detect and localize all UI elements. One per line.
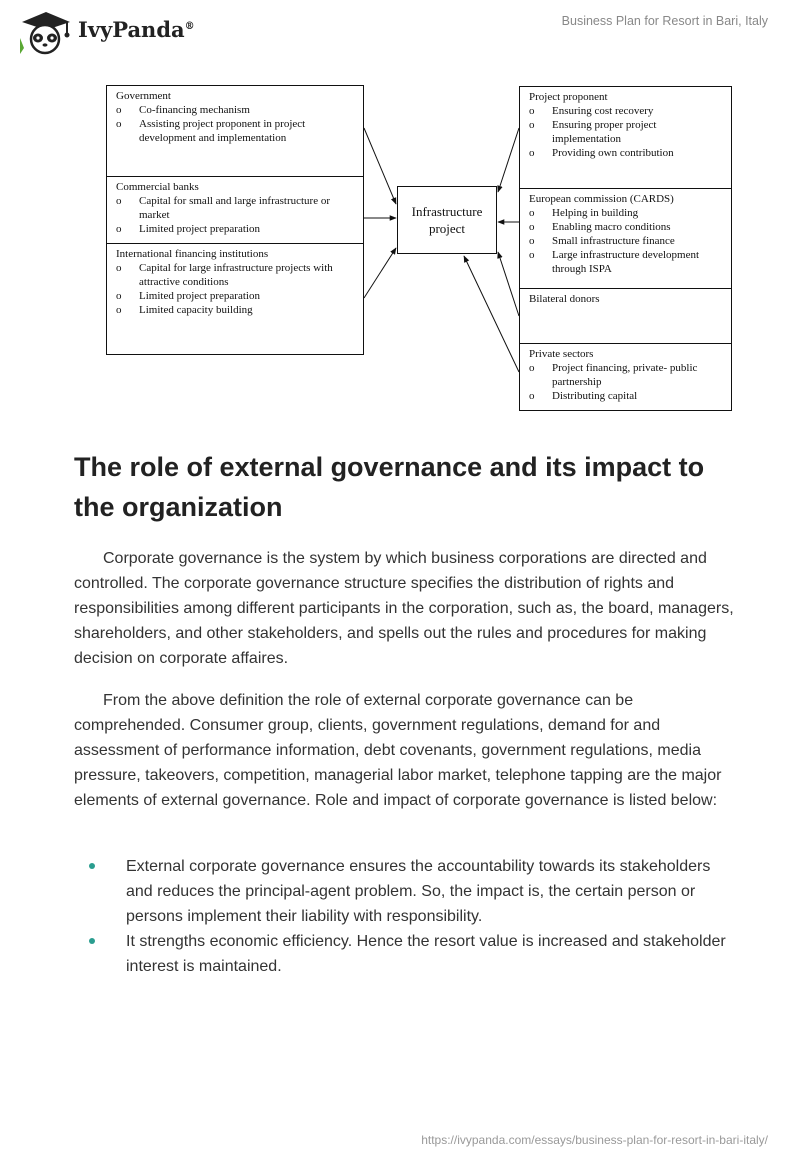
list-item: o Helping in building	[529, 206, 722, 220]
commercial-banks-section	[107, 176, 363, 243]
financing-diagram	[0, 80, 800, 420]
arrow-government	[364, 128, 396, 204]
list-item: o Ensuring cost recovery	[529, 104, 722, 118]
arrow-intl-institutions	[364, 248, 396, 298]
european-commission-title: European commission (CARDS)	[529, 193, 674, 205]
paragraph-2: From the above definition the role of external corporate governance can be comprehended. Consumer group, clients, government regulations, demand for and assessment of performance information, debt covenants, government regulations, media pressure, takeovers, competition, managerial labor market, telephone tapping are the major elements of external governance. Role and impact of corporate governance is listed below:	[74, 692, 722, 809]
private-sectors-section	[520, 343, 731, 411]
list-item: o Co-financing mechanism	[116, 103, 354, 117]
bullet-text: It strengths economic efficiency. Hence the resort value is increased and stakeholder interest is maintained.	[126, 933, 726, 975]
infrastructure-project-box	[397, 186, 497, 254]
government-title: Government	[116, 90, 171, 102]
list-item	[74, 929, 734, 979]
arrow-private-sectors	[464, 256, 519, 372]
list-item: o Project financing, private- public partnership	[529, 361, 722, 389]
project-proponent-title: Project proponent	[529, 91, 608, 103]
list-item: o Assisting project proponent in project development and implementation	[116, 117, 354, 145]
panda-graduate-icon	[16, 8, 74, 56]
list-item	[74, 854, 734, 929]
bullet-dot-icon	[89, 938, 95, 944]
list-item: o Enabling macro conditions	[529, 220, 722, 234]
page-header	[0, 0, 800, 60]
source-url-link[interactable]: https://ivypanda.com/essays/business-plan-for-resort-in-bari-italy/	[421, 1133, 768, 1147]
ivypanda-logo[interactable]	[16, 8, 196, 56]
right-sources-box	[519, 86, 732, 411]
list-item: o Providing own contribution	[529, 146, 722, 160]
intl-institutions-title: International financing institutions	[116, 248, 269, 260]
list-item: o Large infrastructure development through ISPA	[529, 248, 722, 276]
arrow-project-proponent	[498, 128, 519, 192]
bullet-dot-icon	[89, 863, 95, 869]
intl-institutions-section	[107, 243, 363, 355]
list-item: o Capital for large infrastructure projects with attractive conditions	[116, 261, 354, 289]
left-sources-box	[106, 85, 364, 355]
list-item: o Limited capacity building	[116, 303, 354, 317]
brand-name: IvyPanda	[78, 17, 185, 42]
bullet-text: External corporate governance ensures the accountability towards its stakeholders and reduces the principal-agent problem. So, the impact is, the certain person or persons implement their liability with responsibility.	[126, 858, 711, 925]
list-item: o Distributing capital	[529, 389, 722, 403]
paragraph-1: Corporate governance is the system by which business corporations are directed and controlled. The corporate governance structure specifies the distribution of rights and responsibilities among different participants in the corporation, such as, the board, managers, shareholders, and other stakeholders, and spells out the rules and procedures for making decision on corporate affaires.	[74, 550, 734, 667]
government-section	[107, 86, 363, 176]
bilateral-donors-section	[520, 288, 731, 343]
center-label: Infrastructure project	[411, 204, 483, 236]
registered-mark: ®	[184, 21, 195, 32]
bullet-list	[74, 854, 734, 979]
european-commission-section	[520, 188, 731, 288]
list-item: o Limited project preparation	[116, 222, 354, 236]
document-title: Business Plan for Resort in Bari, Italy	[561, 14, 768, 28]
section-heading: The role of external governance and its impact to the organization	[74, 452, 705, 522]
list-item: o Limited project preparation	[116, 289, 354, 303]
arrow-bilateral-donors	[498, 252, 519, 316]
list-item: o Small infrastructure finance	[529, 234, 722, 248]
list-item: o Ensuring proper project implementation	[529, 118, 722, 146]
bilateral-donors-title: Bilateral donors	[529, 293, 600, 305]
commercial-banks-title: Commercial banks	[116, 181, 199, 193]
project-proponent-section	[520, 87, 731, 188]
list-item: o Capital for small and large infrastructure or market	[116, 194, 354, 222]
private-sectors-title: Private sectors	[529, 348, 594, 360]
